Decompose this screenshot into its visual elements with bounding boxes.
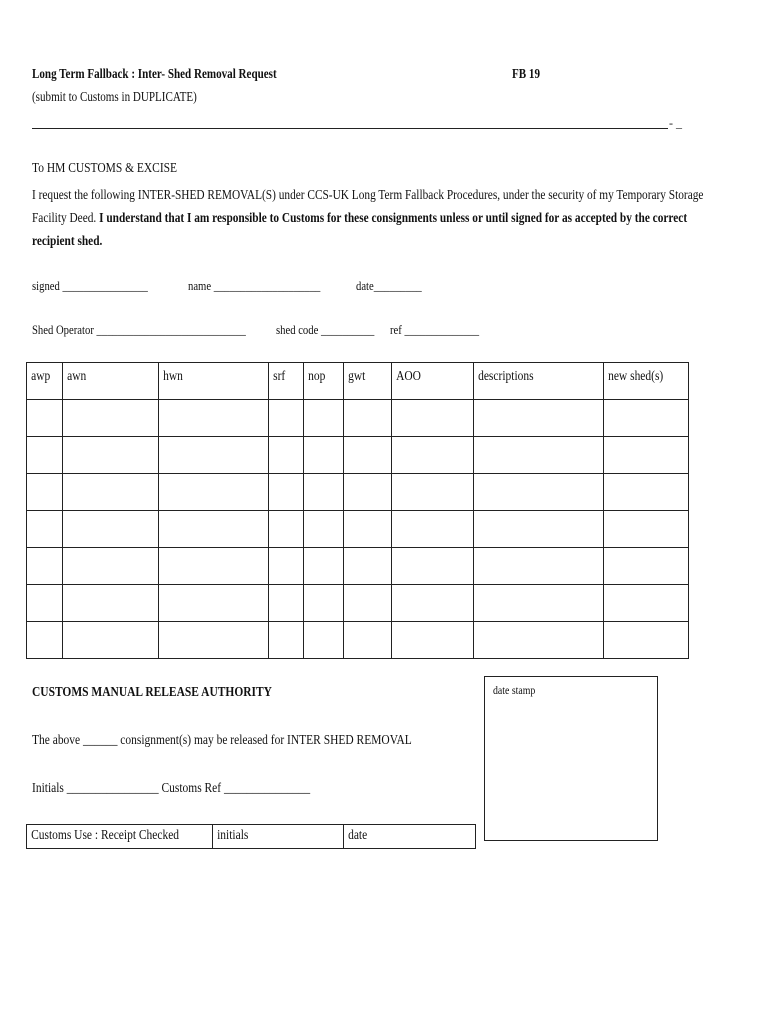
initials-customs-ref-line[interactable]: Initials ________________ Customs Ref _______________ (32, 781, 311, 796)
table-cell[interactable] (604, 511, 689, 548)
receipt-check-table (26, 824, 476, 849)
table-cell[interactable] (474, 511, 604, 548)
table-cell[interactable] (392, 548, 474, 585)
consignment-table (26, 362, 689, 659)
table-cell[interactable] (62, 474, 158, 511)
table-cell[interactable] (344, 437, 392, 474)
table-cell[interactable] (344, 585, 392, 622)
date-stamp-box[interactable] (484, 676, 658, 841)
column-header: hwn (158, 363, 268, 400)
table-row (27, 548, 689, 585)
table-cell[interactable] (392, 585, 474, 622)
table-cell[interactable] (158, 511, 268, 548)
table-cell[interactable] (27, 474, 63, 511)
table-cell[interactable] (304, 548, 344, 585)
column-header: AOO (392, 363, 474, 400)
table-cell[interactable] (158, 474, 268, 511)
table-cell[interactable] (268, 400, 304, 437)
addressee-line: To HM CUSTOMS & EXCISE (32, 161, 178, 176)
release-authority-heading: CUSTOMS MANUAL RELEASE AUTHORITY (32, 685, 272, 700)
table-cell[interactable] (604, 585, 689, 622)
table-cell[interactable] (604, 437, 689, 474)
table-cell[interactable] (474, 548, 604, 585)
table-cell[interactable] (27, 400, 63, 437)
table-cell[interactable] (27, 585, 63, 622)
column-header: awn (62, 363, 158, 400)
receipt-checked-cell[interactable]: Customs Use : Receipt Checked (27, 825, 213, 849)
table-row (27, 400, 689, 437)
table-cell[interactable] (158, 622, 268, 659)
receipt-date-cell[interactable]: date (344, 825, 476, 849)
responsibility-statement: I understand that I am responsible to Customs for these consignments unless or until signed for as accepted by the correct recipient shed. (32, 211, 688, 249)
request-statement-plain: I request the following INTER-SHED REMOVAL(S) under CCS-UK Long Term Fallback Procedures, under the security of my Temporary Storage Facility Deed. (32, 188, 704, 226)
table-cell[interactable] (62, 511, 158, 548)
table-cell[interactable] (27, 622, 63, 659)
date-field[interactable]: date_________ (356, 278, 422, 293)
column-header: descriptions (474, 363, 604, 400)
table-cell[interactable] (62, 585, 158, 622)
table-cell[interactable] (344, 548, 392, 585)
table-cell[interactable] (392, 622, 474, 659)
table-cell[interactable] (158, 437, 268, 474)
form-subtitle: (submit to Customs in DUPLICATE) (32, 89, 197, 104)
release-consignments-line[interactable]: The above ______ consignment(s) may be released for INTER SHED REMOVAL (32, 733, 412, 748)
name-field[interactable]: name ____________________ (188, 278, 321, 293)
table-cell[interactable] (604, 622, 689, 659)
table-row (27, 585, 689, 622)
receipt-initials-cell[interactable]: initials (213, 825, 344, 849)
table-cell[interactable] (344, 400, 392, 437)
header-divider-mark: - _ (669, 116, 682, 130)
header-divider (32, 128, 668, 129)
table-cell[interactable] (392, 437, 474, 474)
column-header: gwt (344, 363, 392, 400)
form-number: FB 19 (512, 66, 540, 81)
table-cell[interactable] (158, 400, 268, 437)
table-cell[interactable] (27, 511, 63, 548)
table-cell[interactable] (268, 474, 304, 511)
table-cell[interactable] (268, 437, 304, 474)
column-header: srf (268, 363, 304, 400)
table-cell[interactable] (27, 437, 63, 474)
column-header: awp (27, 363, 63, 400)
table-cell[interactable] (392, 400, 474, 437)
column-header: new shed(s) (604, 363, 689, 400)
table-cell[interactable] (392, 511, 474, 548)
table-cell[interactable] (344, 622, 392, 659)
table-cell[interactable] (392, 474, 474, 511)
table-cell[interactable] (304, 511, 344, 548)
table-cell[interactable] (344, 511, 392, 548)
table-row (27, 437, 689, 474)
table-cell[interactable] (474, 400, 604, 437)
table-cell[interactable] (474, 437, 604, 474)
table-cell[interactable] (62, 622, 158, 659)
table-cell[interactable] (304, 622, 344, 659)
table-cell[interactable] (304, 400, 344, 437)
shed-code-field[interactable]: shed code __________ (276, 322, 375, 337)
table-cell[interactable] (304, 474, 344, 511)
table-row (27, 622, 689, 659)
table-cell[interactable] (27, 548, 63, 585)
shed-operator-field[interactable]: Shed Operator ____________________________ (32, 322, 246, 337)
column-header: nop (304, 363, 344, 400)
form-title: Long Term Fallback : Inter- Shed Removal Request (32, 66, 277, 81)
table-cell[interactable] (158, 548, 268, 585)
table-cell[interactable] (268, 511, 304, 548)
table-cell[interactable] (304, 437, 344, 474)
request-statement (32, 184, 729, 253)
table-cell[interactable] (604, 400, 689, 437)
table-cell[interactable] (268, 585, 304, 622)
table-cell[interactable] (604, 474, 689, 511)
table-cell[interactable] (604, 548, 689, 585)
table-cell[interactable] (474, 474, 604, 511)
table-row (27, 474, 689, 511)
date-stamp-label: date stamp (493, 683, 536, 697)
table-cell[interactable] (62, 548, 158, 585)
table-cell[interactable] (304, 585, 344, 622)
table-cell[interactable] (268, 548, 304, 585)
table-cell[interactable] (62, 437, 158, 474)
table-cell[interactable] (62, 400, 158, 437)
consignment-table-header (27, 363, 689, 400)
signed-field[interactable]: signed ________________ (32, 278, 148, 293)
table-cell[interactable] (474, 622, 604, 659)
table-cell[interactable] (474, 585, 604, 622)
table-cell[interactable] (268, 622, 304, 659)
table-row (27, 511, 689, 548)
table-cell[interactable] (344, 474, 392, 511)
table-cell[interactable] (158, 585, 268, 622)
ref-field[interactable]: ref ______________ (390, 322, 480, 337)
